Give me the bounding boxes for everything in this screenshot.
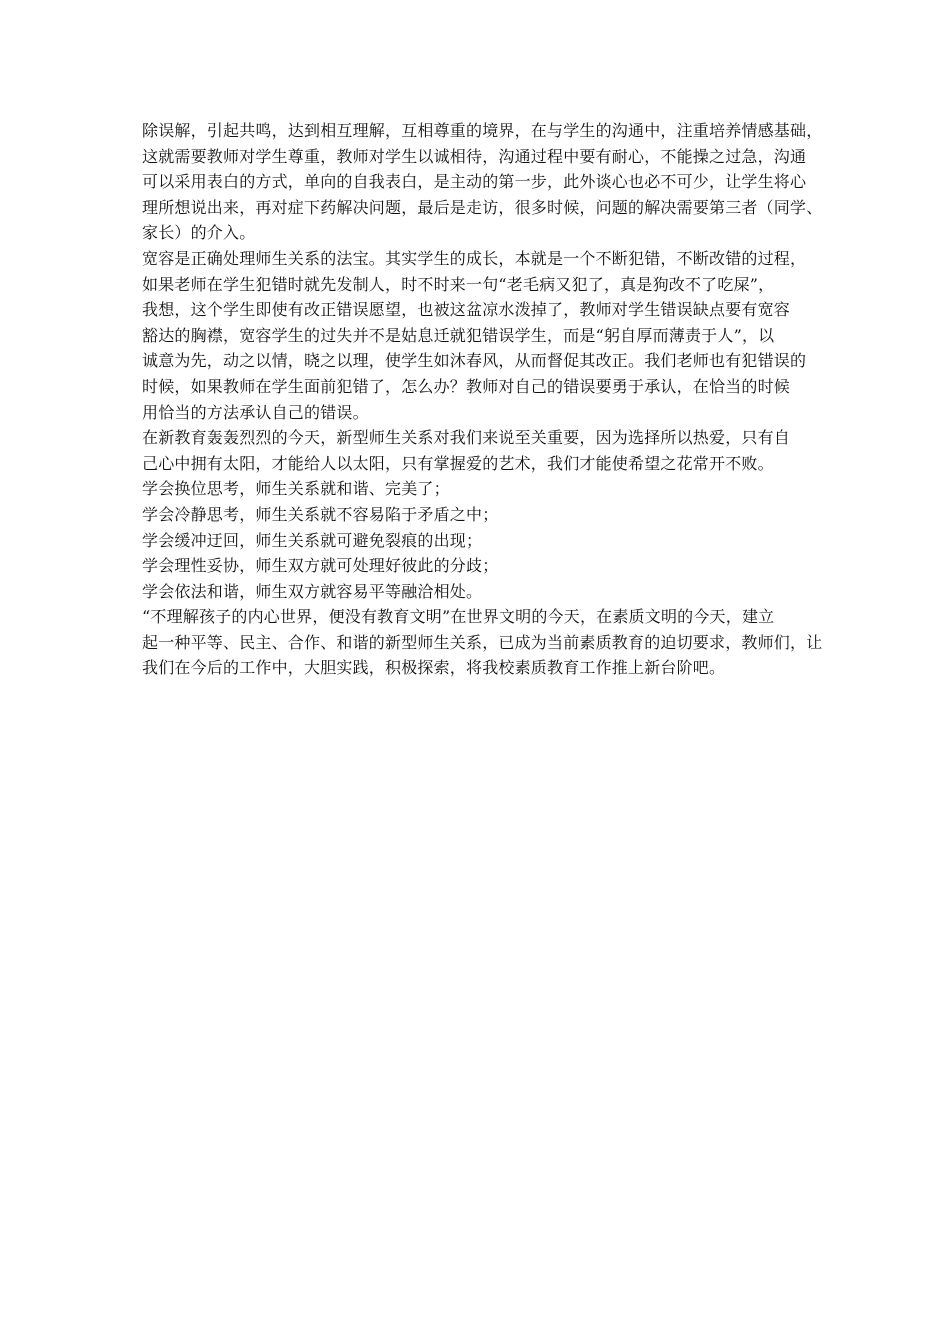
text-line: 诚意为先，动之以情，晓之以理，使学生如沐春风，从而督促其改正。我们老师也有犯错误的 bbox=[142, 351, 807, 371]
text-line: 我想，这个学生即使有改正错误愿望，也被这盆凉水泼掉了，教师对学生错误缺点要有宽容 bbox=[142, 300, 791, 320]
text-line: 我们在今后的工作中，大胆实践，积极探索，将我校素质教育工作推上新台阶吧。 bbox=[142, 658, 726, 678]
list-item-calm-thinking bbox=[142, 502, 822, 528]
text-line: 学会依法和谐，师生双方就容易平等融洽相处。 bbox=[142, 581, 483, 601]
paragraph-conclusion bbox=[142, 604, 822, 681]
text-line: 在新教育轰轰烈烈的今天，新型师生关系对我们来说至关重要，因为选择所以热爱，只有自 bbox=[142, 428, 791, 448]
text-line: 可以采用表白的方式，单向的自我表白，是主动的第一步，此外谈心也必不可少，让学生将心 bbox=[142, 172, 807, 192]
text-line: “不理解孩子的内心世界，便没有教育文明”在世界文明的今天，在素质文明的今天，建立 bbox=[142, 607, 775, 627]
document-body bbox=[142, 118, 822, 681]
text-line: 豁达的胸襟，宽容学生的过失并不是姑息迁就犯错误学生，而是“躬自厚而薄责于人”，以 bbox=[142, 325, 775, 345]
text-line: 家长）的介入。 bbox=[142, 223, 256, 243]
paragraph-new-education bbox=[142, 425, 822, 476]
text-line: 宽容是正确处理师生关系的法宝。其实学生的成长，本就是一个不断犯错，不断改错的过程， bbox=[142, 248, 807, 268]
list-item-harmony bbox=[142, 579, 822, 605]
paragraph-tolerance bbox=[142, 246, 822, 425]
list-item-buffering bbox=[142, 528, 822, 554]
text-line: 学会理性妥协，师生双方就可处理好彼此的分歧； bbox=[142, 556, 499, 576]
text-line: 起一种平等、民主、合作、和谐的新型师生关系，已成为当前素质教育的迫切要求，教师们，让 bbox=[142, 632, 823, 652]
paragraph-communication bbox=[142, 118, 822, 246]
text-line: 学会冷静思考，师生关系就不容易陷于矛盾之中； bbox=[142, 504, 499, 524]
text-line: 学会缓冲迂回，师生关系就可避免裂痕的出现； bbox=[142, 530, 483, 550]
text-line: 除误解，引起共鸣，达到相互理解，互相尊重的境界，在与学生的沟通中，注重培养情感基础， bbox=[142, 121, 823, 140]
text-line: 理所想说出来，再对症下药解决问题，最后是走访，很多时候，问题的解决需要第三者（同学、 bbox=[142, 197, 823, 217]
text-line: 己心中拥有太阳，才能给人以太阳，只有掌握爱的艺术，我们才能使希望之花常开不败。 bbox=[142, 453, 774, 473]
text-line: 时候，如果教师在学生面前犯错了，怎么办？教师对自己的错误要勇于承认，在恰当的时候 bbox=[142, 376, 791, 396]
list-item-perspective bbox=[142, 476, 822, 502]
text-line: 这就需要教师对学生尊重，教师对学生以诚相待，沟通过程中要有耐心，不能操之过急，沟通 bbox=[142, 146, 807, 166]
text-line: 学会换位思考，师生关系就和谐、完美了； bbox=[142, 479, 450, 499]
text-line: 如果老师在学生犯错时就先发制人，时不时来一句“老毛病又犯了，真是狗改不了吃屎”， bbox=[142, 274, 775, 294]
text-line: 用恰当的方法承认自己的错误。 bbox=[142, 402, 369, 422]
list-item-compromise bbox=[142, 553, 822, 579]
